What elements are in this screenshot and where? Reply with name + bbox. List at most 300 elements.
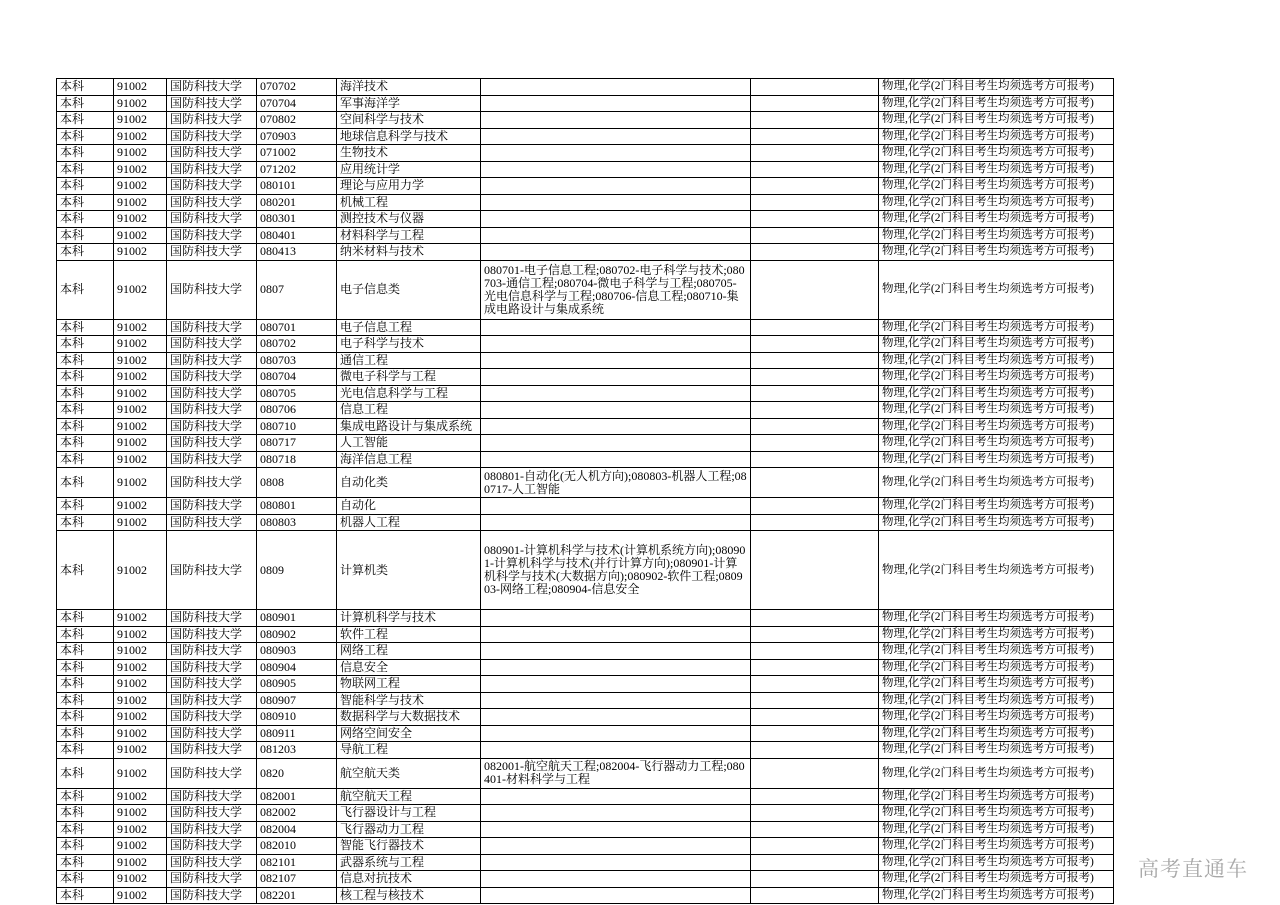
cell-major-code: 080717 bbox=[257, 435, 337, 452]
cell-major-name: 军事海洋学 bbox=[337, 95, 481, 112]
cell-included-majors bbox=[481, 871, 751, 888]
cell-included-majors bbox=[481, 244, 751, 261]
cell-school-code: 91002 bbox=[114, 194, 167, 211]
cell-included-majors bbox=[481, 709, 751, 726]
cell-level: 本科 bbox=[57, 643, 114, 660]
table-row bbox=[57, 145, 1114, 162]
table-row bbox=[57, 531, 1114, 610]
cell-remark bbox=[751, 514, 879, 531]
cell-remark bbox=[751, 128, 879, 145]
cell-subject-requirement: 物理,化学(2门科目考生均须选考方可报考) bbox=[879, 194, 1114, 211]
cell-remark bbox=[751, 79, 879, 96]
table-row bbox=[57, 161, 1114, 178]
table-row bbox=[57, 643, 1114, 660]
cell-school-name: 国防科技大学 bbox=[167, 319, 257, 336]
cell-major-name: 核工程与核技术 bbox=[337, 887, 481, 904]
cell-school-name: 国防科技大学 bbox=[167, 402, 257, 419]
cell-level: 本科 bbox=[57, 725, 114, 742]
cell-remark bbox=[751, 385, 879, 402]
cell-level: 本科 bbox=[57, 531, 114, 610]
table-row bbox=[57, 79, 1114, 96]
cell-remark bbox=[751, 821, 879, 838]
cell-major-name: 武器系统与工程 bbox=[337, 854, 481, 871]
cell-school-name: 国防科技大学 bbox=[167, 871, 257, 888]
cell-school-name: 国防科技大学 bbox=[167, 854, 257, 871]
table-row bbox=[57, 498, 1114, 515]
cell-major-name: 空间科学与技术 bbox=[337, 112, 481, 129]
cell-subject-requirement: 物理,化学(2门科目考生均须选考方可报考) bbox=[879, 514, 1114, 531]
cell-major-name: 地球信息科学与技术 bbox=[337, 128, 481, 145]
cell-school-name: 国防科技大学 bbox=[167, 725, 257, 742]
cell-major-code: 082201 bbox=[257, 887, 337, 904]
table-row bbox=[57, 709, 1114, 726]
cell-remark bbox=[751, 887, 879, 904]
cell-remark bbox=[751, 178, 879, 195]
cell-subject-requirement: 物理,化学(2门科目考生均须选考方可报考) bbox=[879, 676, 1114, 693]
cell-subject-requirement: 物理,化学(2门科目考生均须选考方可报考) bbox=[879, 385, 1114, 402]
cell-subject-requirement: 物理,化学(2门科目考生均须选考方可报考) bbox=[879, 468, 1114, 498]
cell-level: 本科 bbox=[57, 369, 114, 386]
cell-level: 本科 bbox=[57, 402, 114, 419]
cell-subject-requirement: 物理,化学(2门科目考生均须选考方可报考) bbox=[879, 805, 1114, 822]
table-body bbox=[57, 79, 1114, 904]
cell-subject-requirement: 物理,化学(2门科目考生均须选考方可报考) bbox=[879, 260, 1114, 319]
cell-remark bbox=[751, 227, 879, 244]
cell-school-code: 91002 bbox=[114, 178, 167, 195]
cell-level: 本科 bbox=[57, 871, 114, 888]
cell-school-name: 国防科技大学 bbox=[167, 514, 257, 531]
table-row bbox=[57, 788, 1114, 805]
cell-subject-requirement: 物理,化学(2门科目考生均须选考方可报考) bbox=[879, 610, 1114, 627]
cell-major-name: 自动化类 bbox=[337, 468, 481, 498]
cell-level: 本科 bbox=[57, 194, 114, 211]
cell-subject-requirement: 物理,化学(2门科目考生均须选考方可报考) bbox=[879, 95, 1114, 112]
cell-school-code: 91002 bbox=[114, 531, 167, 610]
table-row bbox=[57, 336, 1114, 353]
cell-school-code: 91002 bbox=[114, 742, 167, 759]
cell-major-name: 机械工程 bbox=[337, 194, 481, 211]
table-row bbox=[57, 244, 1114, 261]
cell-subject-requirement: 物理,化学(2门科目考生均须选考方可报考) bbox=[879, 402, 1114, 419]
cell-school-name: 国防科技大学 bbox=[167, 468, 257, 498]
cell-remark bbox=[751, 725, 879, 742]
cell-remark bbox=[751, 871, 879, 888]
cell-major-name: 人工智能 bbox=[337, 435, 481, 452]
table-row bbox=[57, 95, 1114, 112]
cell-level: 本科 bbox=[57, 742, 114, 759]
cell-subject-requirement: 物理,化学(2门科目考生均须选考方可报考) bbox=[879, 161, 1114, 178]
cell-major-code: 080401 bbox=[257, 227, 337, 244]
cell-subject-requirement: 物理,化学(2门科目考生均须选考方可报考) bbox=[879, 758, 1114, 788]
cell-level: 本科 bbox=[57, 514, 114, 531]
cell-subject-requirement: 物理,化学(2门科目考生均须选考方可报考) bbox=[879, 244, 1114, 261]
cell-remark bbox=[751, 531, 879, 610]
cell-school-code: 91002 bbox=[114, 260, 167, 319]
cell-school-code: 91002 bbox=[114, 418, 167, 435]
cell-major-code: 071002 bbox=[257, 145, 337, 162]
table-row bbox=[57, 385, 1114, 402]
cell-included-majors bbox=[481, 676, 751, 693]
cell-school-code: 91002 bbox=[114, 610, 167, 627]
cell-subject-requirement: 物理,化学(2门科目考生均须选考方可报考) bbox=[879, 418, 1114, 435]
cell-major-name: 智能飞行器技术 bbox=[337, 838, 481, 855]
cell-major-code: 0820 bbox=[257, 758, 337, 788]
cell-major-code: 080801 bbox=[257, 498, 337, 515]
cell-remark bbox=[751, 788, 879, 805]
cell-included-majors bbox=[481, 788, 751, 805]
cell-level: 本科 bbox=[57, 498, 114, 515]
cell-major-code: 080201 bbox=[257, 194, 337, 211]
cell-level: 本科 bbox=[57, 692, 114, 709]
cell-level: 本科 bbox=[57, 887, 114, 904]
cell-major-code: 080703 bbox=[257, 352, 337, 369]
cell-remark bbox=[751, 352, 879, 369]
cell-school-name: 国防科技大学 bbox=[167, 385, 257, 402]
cell-remark bbox=[751, 211, 879, 228]
cell-school-code: 91002 bbox=[114, 112, 167, 129]
cell-major-code: 080705 bbox=[257, 385, 337, 402]
table-row bbox=[57, 692, 1114, 709]
cell-included-majors: 082001-航空航天工程;082004-飞行器动力工程;080401-材料科学与工程 bbox=[481, 758, 751, 788]
cell-major-code: 082001 bbox=[257, 788, 337, 805]
cell-level: 本科 bbox=[57, 161, 114, 178]
cell-remark bbox=[751, 498, 879, 515]
cell-school-name: 国防科技大学 bbox=[167, 742, 257, 759]
table-row bbox=[57, 887, 1114, 904]
cell-level: 本科 bbox=[57, 805, 114, 822]
cell-school-name: 国防科技大学 bbox=[167, 758, 257, 788]
cell-major-name: 航空航天工程 bbox=[337, 788, 481, 805]
cell-school-code: 91002 bbox=[114, 643, 167, 660]
cell-level: 本科 bbox=[57, 244, 114, 261]
cell-remark bbox=[751, 418, 879, 435]
table-row bbox=[57, 676, 1114, 693]
cell-subject-requirement: 物理,化学(2门科目考生均须选考方可报考) bbox=[879, 643, 1114, 660]
cell-school-code: 91002 bbox=[114, 435, 167, 452]
cell-remark bbox=[751, 659, 879, 676]
cell-subject-requirement: 物理,化学(2门科目考生均须选考方可报考) bbox=[879, 838, 1114, 855]
cell-included-majors bbox=[481, 626, 751, 643]
cell-subject-requirement: 物理,化学(2门科目考生均须选考方可报考) bbox=[879, 725, 1114, 742]
table-row bbox=[57, 871, 1114, 888]
cell-subject-requirement: 物理,化学(2门科目考生均须选考方可报考) bbox=[879, 145, 1114, 162]
cell-level: 本科 bbox=[57, 788, 114, 805]
cell-included-majors bbox=[481, 838, 751, 855]
cell-subject-requirement: 物理,化学(2门科目考生均须选考方可报考) bbox=[879, 871, 1114, 888]
cell-major-name: 电子科学与技术 bbox=[337, 336, 481, 353]
cell-remark bbox=[751, 244, 879, 261]
cell-school-code: 91002 bbox=[114, 854, 167, 871]
cell-included-majors bbox=[481, 451, 751, 468]
cell-included-majors bbox=[481, 805, 751, 822]
table-row bbox=[57, 112, 1114, 129]
cell-remark bbox=[751, 145, 879, 162]
cell-major-name: 自动化 bbox=[337, 498, 481, 515]
cell-major-name: 电子信息工程 bbox=[337, 319, 481, 336]
cell-subject-requirement: 物理,化学(2门科目考生均须选考方可报考) bbox=[879, 128, 1114, 145]
cell-remark bbox=[751, 468, 879, 498]
cell-remark bbox=[751, 643, 879, 660]
cell-school-name: 国防科技大学 bbox=[167, 531, 257, 610]
table-row bbox=[57, 468, 1114, 498]
cell-school-code: 91002 bbox=[114, 838, 167, 855]
cell-included-majors bbox=[481, 385, 751, 402]
cell-subject-requirement: 物理,化学(2门科目考生均须选考方可报考) bbox=[879, 451, 1114, 468]
table-row bbox=[57, 610, 1114, 627]
cell-school-code: 91002 bbox=[114, 468, 167, 498]
cell-included-majors bbox=[481, 95, 751, 112]
cell-included-majors bbox=[481, 887, 751, 904]
cell-major-code: 080905 bbox=[257, 676, 337, 693]
cell-included-majors bbox=[481, 659, 751, 676]
table-row bbox=[57, 451, 1114, 468]
cell-subject-requirement: 物理,化学(2门科目考生均须选考方可报考) bbox=[879, 211, 1114, 228]
cell-remark bbox=[751, 435, 879, 452]
table-row bbox=[57, 128, 1114, 145]
cell-included-majors bbox=[481, 336, 751, 353]
cell-included-majors bbox=[481, 610, 751, 627]
cell-school-code: 91002 bbox=[114, 451, 167, 468]
table-row bbox=[57, 260, 1114, 319]
cell-major-name: 通信工程 bbox=[337, 352, 481, 369]
cell-major-name: 飞行器设计与工程 bbox=[337, 805, 481, 822]
cell-school-name: 国防科技大学 bbox=[167, 451, 257, 468]
cell-major-code: 080101 bbox=[257, 178, 337, 195]
cell-school-code: 91002 bbox=[114, 128, 167, 145]
cell-major-code: 080910 bbox=[257, 709, 337, 726]
cell-remark bbox=[751, 112, 879, 129]
cell-remark bbox=[751, 95, 879, 112]
cell-major-code: 080803 bbox=[257, 514, 337, 531]
cell-level: 本科 bbox=[57, 676, 114, 693]
cell-school-code: 91002 bbox=[114, 95, 167, 112]
cell-included-majors bbox=[481, 211, 751, 228]
cell-major-code: 080901 bbox=[257, 610, 337, 627]
cell-level: 本科 bbox=[57, 435, 114, 452]
cell-major-code: 080907 bbox=[257, 692, 337, 709]
cell-included-majors bbox=[481, 418, 751, 435]
cell-level: 本科 bbox=[57, 319, 114, 336]
cell-level: 本科 bbox=[57, 260, 114, 319]
cell-major-name: 导航工程 bbox=[337, 742, 481, 759]
cell-remark bbox=[751, 319, 879, 336]
cell-included-majors bbox=[481, 514, 751, 531]
table-row bbox=[57, 821, 1114, 838]
cell-school-code: 91002 bbox=[114, 211, 167, 228]
cell-school-code: 91002 bbox=[114, 676, 167, 693]
cell-school-name: 国防科技大学 bbox=[167, 128, 257, 145]
cell-major-name: 光电信息科学与工程 bbox=[337, 385, 481, 402]
cell-school-name: 国防科技大学 bbox=[167, 336, 257, 353]
table-row bbox=[57, 626, 1114, 643]
cell-school-name: 国防科技大学 bbox=[167, 821, 257, 838]
cell-level: 本科 bbox=[57, 854, 114, 871]
cell-subject-requirement: 物理,化学(2门科目考生均须选考方可报考) bbox=[879, 854, 1114, 871]
cell-included-majors: 080901-计算机科学与技术(计算机系统方向);080901-计算机科学与技术(并行计算方向);080901-计算机科学与技术(大数据方向);080902-软件工程;080903-网络工程;080904-信息安全 bbox=[481, 531, 751, 610]
cell-major-name: 信息对抗技术 bbox=[337, 871, 481, 888]
cell-included-majors bbox=[481, 692, 751, 709]
admission-table bbox=[56, 78, 1114, 904]
cell-major-code: 0808 bbox=[257, 468, 337, 498]
cell-school-code: 91002 bbox=[114, 626, 167, 643]
cell-included-majors bbox=[481, 161, 751, 178]
cell-subject-requirement: 物理,化学(2门科目考生均须选考方可报考) bbox=[879, 821, 1114, 838]
cell-included-majors bbox=[481, 145, 751, 162]
cell-remark bbox=[751, 336, 879, 353]
table-row bbox=[57, 227, 1114, 244]
cell-major-code: 080301 bbox=[257, 211, 337, 228]
cell-school-code: 91002 bbox=[114, 161, 167, 178]
cell-level: 本科 bbox=[57, 451, 114, 468]
table-row bbox=[57, 211, 1114, 228]
table-row bbox=[57, 352, 1114, 369]
cell-level: 本科 bbox=[57, 468, 114, 498]
cell-remark bbox=[751, 402, 879, 419]
table-row bbox=[57, 742, 1114, 759]
cell-level: 本科 bbox=[57, 610, 114, 627]
cell-level: 本科 bbox=[57, 145, 114, 162]
cell-school-name: 国防科技大学 bbox=[167, 244, 257, 261]
cell-level: 本科 bbox=[57, 79, 114, 96]
cell-major-name: 材料科学与工程 bbox=[337, 227, 481, 244]
cell-school-code: 91002 bbox=[114, 402, 167, 419]
table-row bbox=[57, 194, 1114, 211]
cell-school-code: 91002 bbox=[114, 145, 167, 162]
cell-subject-requirement: 物理,化学(2门科目考生均须选考方可报考) bbox=[879, 227, 1114, 244]
cell-school-code: 91002 bbox=[114, 385, 167, 402]
cell-included-majors bbox=[481, 435, 751, 452]
cell-school-name: 国防科技大学 bbox=[167, 659, 257, 676]
cell-major-code: 070802 bbox=[257, 112, 337, 129]
cell-school-code: 91002 bbox=[114, 887, 167, 904]
cell-school-name: 国防科技大学 bbox=[167, 626, 257, 643]
cell-level: 本科 bbox=[57, 709, 114, 726]
cell-included-majors bbox=[481, 352, 751, 369]
cell-major-name: 物联网工程 bbox=[337, 676, 481, 693]
cell-remark bbox=[751, 709, 879, 726]
cell-major-name: 机器人工程 bbox=[337, 514, 481, 531]
cell-included-majors bbox=[481, 194, 751, 211]
cell-major-name: 海洋信息工程 bbox=[337, 451, 481, 468]
cell-included-majors bbox=[481, 112, 751, 129]
table-row bbox=[57, 854, 1114, 871]
cell-level: 本科 bbox=[57, 178, 114, 195]
cell-school-name: 国防科技大学 bbox=[167, 692, 257, 709]
cell-remark bbox=[751, 854, 879, 871]
cell-school-code: 91002 bbox=[114, 369, 167, 386]
cell-school-name: 国防科技大学 bbox=[167, 112, 257, 129]
cell-school-code: 91002 bbox=[114, 821, 167, 838]
cell-school-code: 91002 bbox=[114, 244, 167, 261]
cell-major-name: 海洋技术 bbox=[337, 79, 481, 96]
cell-major-name: 智能科学与技术 bbox=[337, 692, 481, 709]
cell-school-name: 国防科技大学 bbox=[167, 211, 257, 228]
cell-remark bbox=[751, 692, 879, 709]
cell-included-majors bbox=[481, 821, 751, 838]
cell-included-majors: 080701-电子信息工程;080702-电子科学与技术;080703-通信工程;080704-微电子科学与工程;080705-光电信息科学与工程;080706-信息工程;080710-集成电路设计与集成系统 bbox=[481, 260, 751, 319]
cell-included-majors bbox=[481, 643, 751, 660]
table-row bbox=[57, 659, 1114, 676]
cell-major-code: 080701 bbox=[257, 319, 337, 336]
cell-included-majors bbox=[481, 742, 751, 759]
cell-major-code: 080903 bbox=[257, 643, 337, 660]
cell-included-majors bbox=[481, 498, 751, 515]
cell-level: 本科 bbox=[57, 112, 114, 129]
cell-school-name: 国防科技大学 bbox=[167, 676, 257, 693]
cell-major-code: 081203 bbox=[257, 742, 337, 759]
cell-major-name: 纳米材料与技术 bbox=[337, 244, 481, 261]
cell-major-code: 080718 bbox=[257, 451, 337, 468]
cell-level: 本科 bbox=[57, 352, 114, 369]
cell-subject-requirement: 物理,化学(2门科目考生均须选考方可报考) bbox=[879, 435, 1114, 452]
cell-subject-requirement: 物理,化学(2门科目考生均须选考方可报考) bbox=[879, 112, 1114, 129]
cell-major-name: 集成电路设计与集成系统 bbox=[337, 418, 481, 435]
cell-level: 本科 bbox=[57, 128, 114, 145]
cell-major-code: 080911 bbox=[257, 725, 337, 742]
cell-included-majors bbox=[481, 227, 751, 244]
cell-school-name: 国防科技大学 bbox=[167, 887, 257, 904]
cell-major-code: 082004 bbox=[257, 821, 337, 838]
cell-school-code: 91002 bbox=[114, 758, 167, 788]
cell-level: 本科 bbox=[57, 211, 114, 228]
cell-school-code: 91002 bbox=[114, 709, 167, 726]
cell-included-majors bbox=[481, 369, 751, 386]
cell-remark bbox=[751, 838, 879, 855]
table-row bbox=[57, 402, 1114, 419]
cell-major-code: 080904 bbox=[257, 659, 337, 676]
cell-level: 本科 bbox=[57, 626, 114, 643]
cell-level: 本科 bbox=[57, 336, 114, 353]
cell-remark bbox=[751, 194, 879, 211]
cell-remark bbox=[751, 742, 879, 759]
cell-school-code: 91002 bbox=[114, 498, 167, 515]
table-row bbox=[57, 838, 1114, 855]
cell-remark bbox=[751, 676, 879, 693]
cell-major-name: 信息安全 bbox=[337, 659, 481, 676]
cell-school-name: 国防科技大学 bbox=[167, 610, 257, 627]
cell-subject-requirement: 物理,化学(2门科目考生均须选考方可报考) bbox=[879, 336, 1114, 353]
table-row bbox=[57, 725, 1114, 742]
cell-major-name: 计算机类 bbox=[337, 531, 481, 610]
cell-school-code: 91002 bbox=[114, 805, 167, 822]
cell-remark bbox=[751, 451, 879, 468]
cell-subject-requirement: 物理,化学(2门科目考生均须选考方可报考) bbox=[879, 887, 1114, 904]
cell-major-code: 082010 bbox=[257, 838, 337, 855]
cell-major-code: 070903 bbox=[257, 128, 337, 145]
cell-school-name: 国防科技大学 bbox=[167, 838, 257, 855]
cell-remark bbox=[751, 610, 879, 627]
cell-major-code: 082107 bbox=[257, 871, 337, 888]
cell-school-name: 国防科技大学 bbox=[167, 260, 257, 319]
cell-major-code: 070702 bbox=[257, 79, 337, 96]
cell-level: 本科 bbox=[57, 838, 114, 855]
cell-school-name: 国防科技大学 bbox=[167, 498, 257, 515]
cell-remark bbox=[751, 805, 879, 822]
table-row bbox=[57, 418, 1114, 435]
cell-school-code: 91002 bbox=[114, 871, 167, 888]
cell-school-code: 91002 bbox=[114, 692, 167, 709]
cell-major-name: 理论与应用力学 bbox=[337, 178, 481, 195]
watermark: 高考直通车 bbox=[1138, 857, 1248, 881]
table-row bbox=[57, 758, 1114, 788]
table-row bbox=[57, 805, 1114, 822]
cell-included-majors bbox=[481, 402, 751, 419]
cell-school-name: 国防科技大学 bbox=[167, 79, 257, 96]
cell-subject-requirement: 物理,化学(2门科目考生均须选考方可报考) bbox=[879, 709, 1114, 726]
cell-major-name: 航空航天类 bbox=[337, 758, 481, 788]
cell-major-name: 应用统计学 bbox=[337, 161, 481, 178]
table-row bbox=[57, 369, 1114, 386]
